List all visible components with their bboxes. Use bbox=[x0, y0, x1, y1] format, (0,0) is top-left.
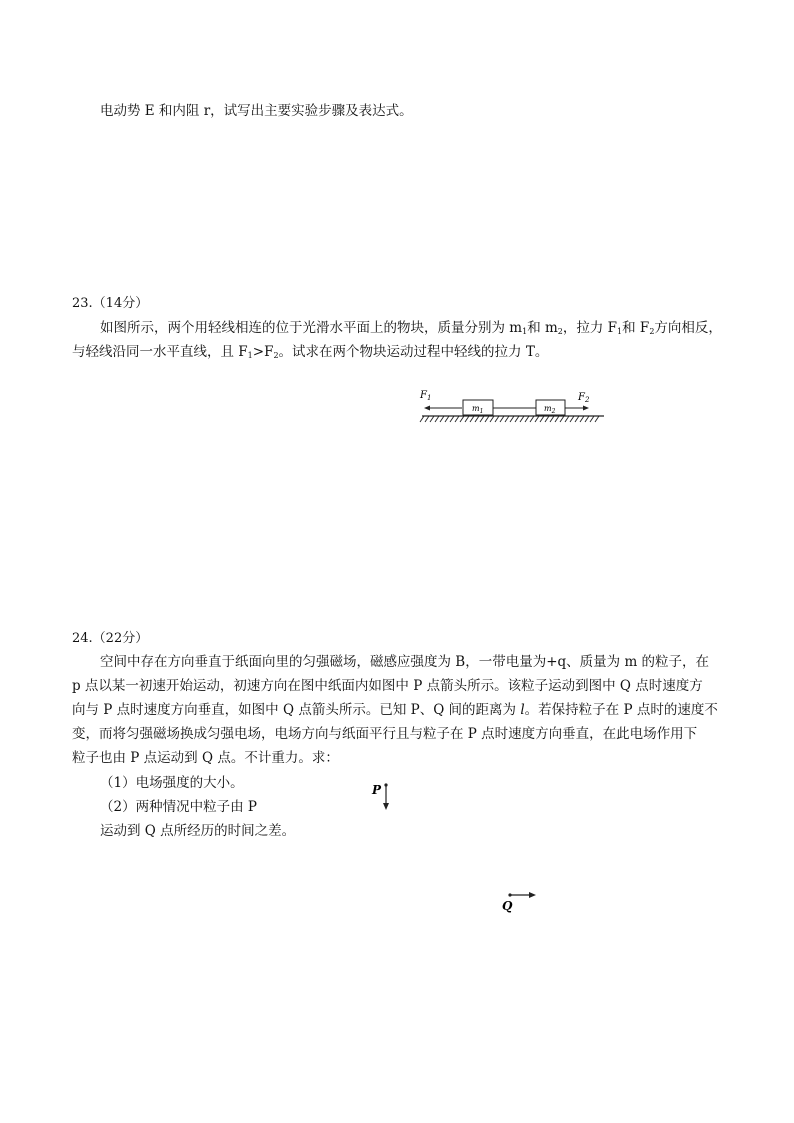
question-24-line-1: 空间中存在方向垂直于纸面向里的匀强磁场，磁感应强度为 B，一带电量为+q、质量为 m 的粒子，在 bbox=[100, 654, 710, 670]
hatch-stroke bbox=[440, 416, 444, 422]
hatch-stroke bbox=[480, 416, 484, 422]
question-23-number: 23.（14分） bbox=[72, 296, 149, 311]
hatch-stroke bbox=[510, 416, 514, 422]
intro-line: 电动势 E 和内阻 r，试写出主要实验步骤及表达式。 bbox=[100, 103, 413, 119]
f1-label: $F_1$ bbox=[420, 390, 432, 402]
hatch-stroke bbox=[585, 416, 589, 422]
ground-hatching bbox=[420, 416, 599, 422]
hatch-stroke bbox=[520, 416, 524, 422]
subscript: 2 bbox=[649, 327, 655, 336]
hatch-stroke bbox=[495, 416, 499, 422]
f2-arrowhead bbox=[583, 406, 589, 411]
question-24-sub-1: （1）电场强度的大小。 bbox=[100, 775, 244, 791]
hatch-stroke bbox=[550, 416, 554, 422]
q-label: Q bbox=[502, 899, 513, 913]
text-fragment: 和 F bbox=[622, 320, 650, 336]
hatch-stroke bbox=[540, 416, 544, 422]
text-fragment: 方向相反， bbox=[654, 320, 722, 336]
text-fragment: 与轻线沿同一水平直线，且 F bbox=[72, 344, 248, 360]
hatch-stroke bbox=[500, 416, 504, 422]
text-fragment: 向与 P 点时速度方向垂直，如图中 Q 点箭头所示。已知 P、Q 间的距离为 bbox=[72, 702, 521, 718]
m2-label: $m_2$ bbox=[544, 404, 556, 415]
hatch-stroke bbox=[470, 416, 474, 422]
blocks-figure bbox=[414, 384, 610, 428]
hatch-stroke bbox=[450, 416, 454, 422]
hatch-stroke bbox=[595, 416, 599, 422]
text-fragment: 。试求在两个物块运动过程中轻线的拉力 T。 bbox=[278, 344, 549, 360]
hatch-stroke bbox=[425, 416, 429, 422]
text-fragment: 如图所示，两个用轻线相连的位于光滑水平面上的物块，质量分别为 m bbox=[100, 320, 523, 336]
hatch-stroke bbox=[565, 416, 569, 422]
distance-variable: l bbox=[520, 702, 525, 718]
intro-text bbox=[100, 102, 413, 120]
hatch-stroke bbox=[430, 416, 434, 422]
hatch-stroke bbox=[575, 416, 579, 422]
m1-label: $m_1$ bbox=[472, 404, 484, 415]
hatch-stroke bbox=[435, 416, 439, 422]
question-24-sub-2: （2）两种情况中粒子由 P bbox=[100, 799, 257, 815]
hatch-stroke bbox=[475, 416, 479, 422]
question-24-line-5: 粒子也由 P 点运动到 Q 点。不计重力。求： bbox=[72, 750, 339, 766]
subscript: 1 bbox=[617, 327, 623, 336]
subscript: 1 bbox=[247, 351, 253, 360]
text-fragment: >F bbox=[252, 344, 274, 360]
hatch-stroke bbox=[570, 416, 574, 422]
text-fragment: ，拉力 F bbox=[562, 320, 618, 336]
subscript: 2 bbox=[557, 327, 563, 336]
hatch-stroke bbox=[465, 416, 469, 422]
hatch-stroke bbox=[485, 416, 489, 422]
hatch-stroke bbox=[420, 416, 424, 422]
q-arrowhead bbox=[529, 892, 536, 898]
p-label: P bbox=[372, 783, 382, 797]
hatch-stroke bbox=[590, 416, 594, 422]
hatch-stroke bbox=[530, 416, 534, 422]
hatch-stroke bbox=[505, 416, 509, 422]
point-p-figure bbox=[370, 780, 396, 812]
hatch-stroke bbox=[555, 416, 559, 422]
question-24-sub-2-continued: 运动到 Q 点所经历的时间之差。 bbox=[100, 823, 296, 839]
question-23-line-1 bbox=[100, 319, 722, 341]
question-24-line-3 bbox=[72, 701, 718, 719]
hatch-stroke bbox=[545, 416, 549, 422]
hatch-stroke bbox=[515, 416, 519, 422]
hatch-stroke bbox=[455, 416, 459, 422]
question-24-number: 24.（22分） bbox=[72, 631, 149, 646]
hatch-stroke bbox=[445, 416, 449, 422]
text-fragment: 和 m bbox=[527, 320, 558, 336]
f2-label: $F_2$ bbox=[578, 392, 590, 404]
hatch-stroke bbox=[525, 416, 529, 422]
subscript: 1 bbox=[522, 327, 528, 336]
subscript: 2 bbox=[273, 351, 279, 360]
text-fragment: 。若保持粒子在 P 点时的速度不 bbox=[524, 702, 718, 718]
p-arrowhead bbox=[383, 803, 389, 810]
hatch-stroke bbox=[490, 416, 494, 422]
question-24-line-4: 变，而将匀强磁场换成匀强电场，电场方向与纸面平行且与粒子在 P 点时速度方向垂直，在此电场作用下 bbox=[72, 726, 698, 742]
f1-arrowhead bbox=[424, 406, 430, 411]
question-23-line-2 bbox=[72, 343, 548, 365]
hatch-stroke bbox=[460, 416, 464, 422]
hatch-stroke bbox=[580, 416, 584, 422]
question-24-line-2: p 点以某一初速开始运动，初速方向在图中纸面内如图中 P 点箭头所示。该粒子运动到图中 Q 点时速度方 bbox=[72, 678, 703, 694]
hatch-stroke bbox=[560, 416, 564, 422]
point-q-figure bbox=[500, 888, 540, 914]
hatch-stroke bbox=[535, 416, 539, 422]
